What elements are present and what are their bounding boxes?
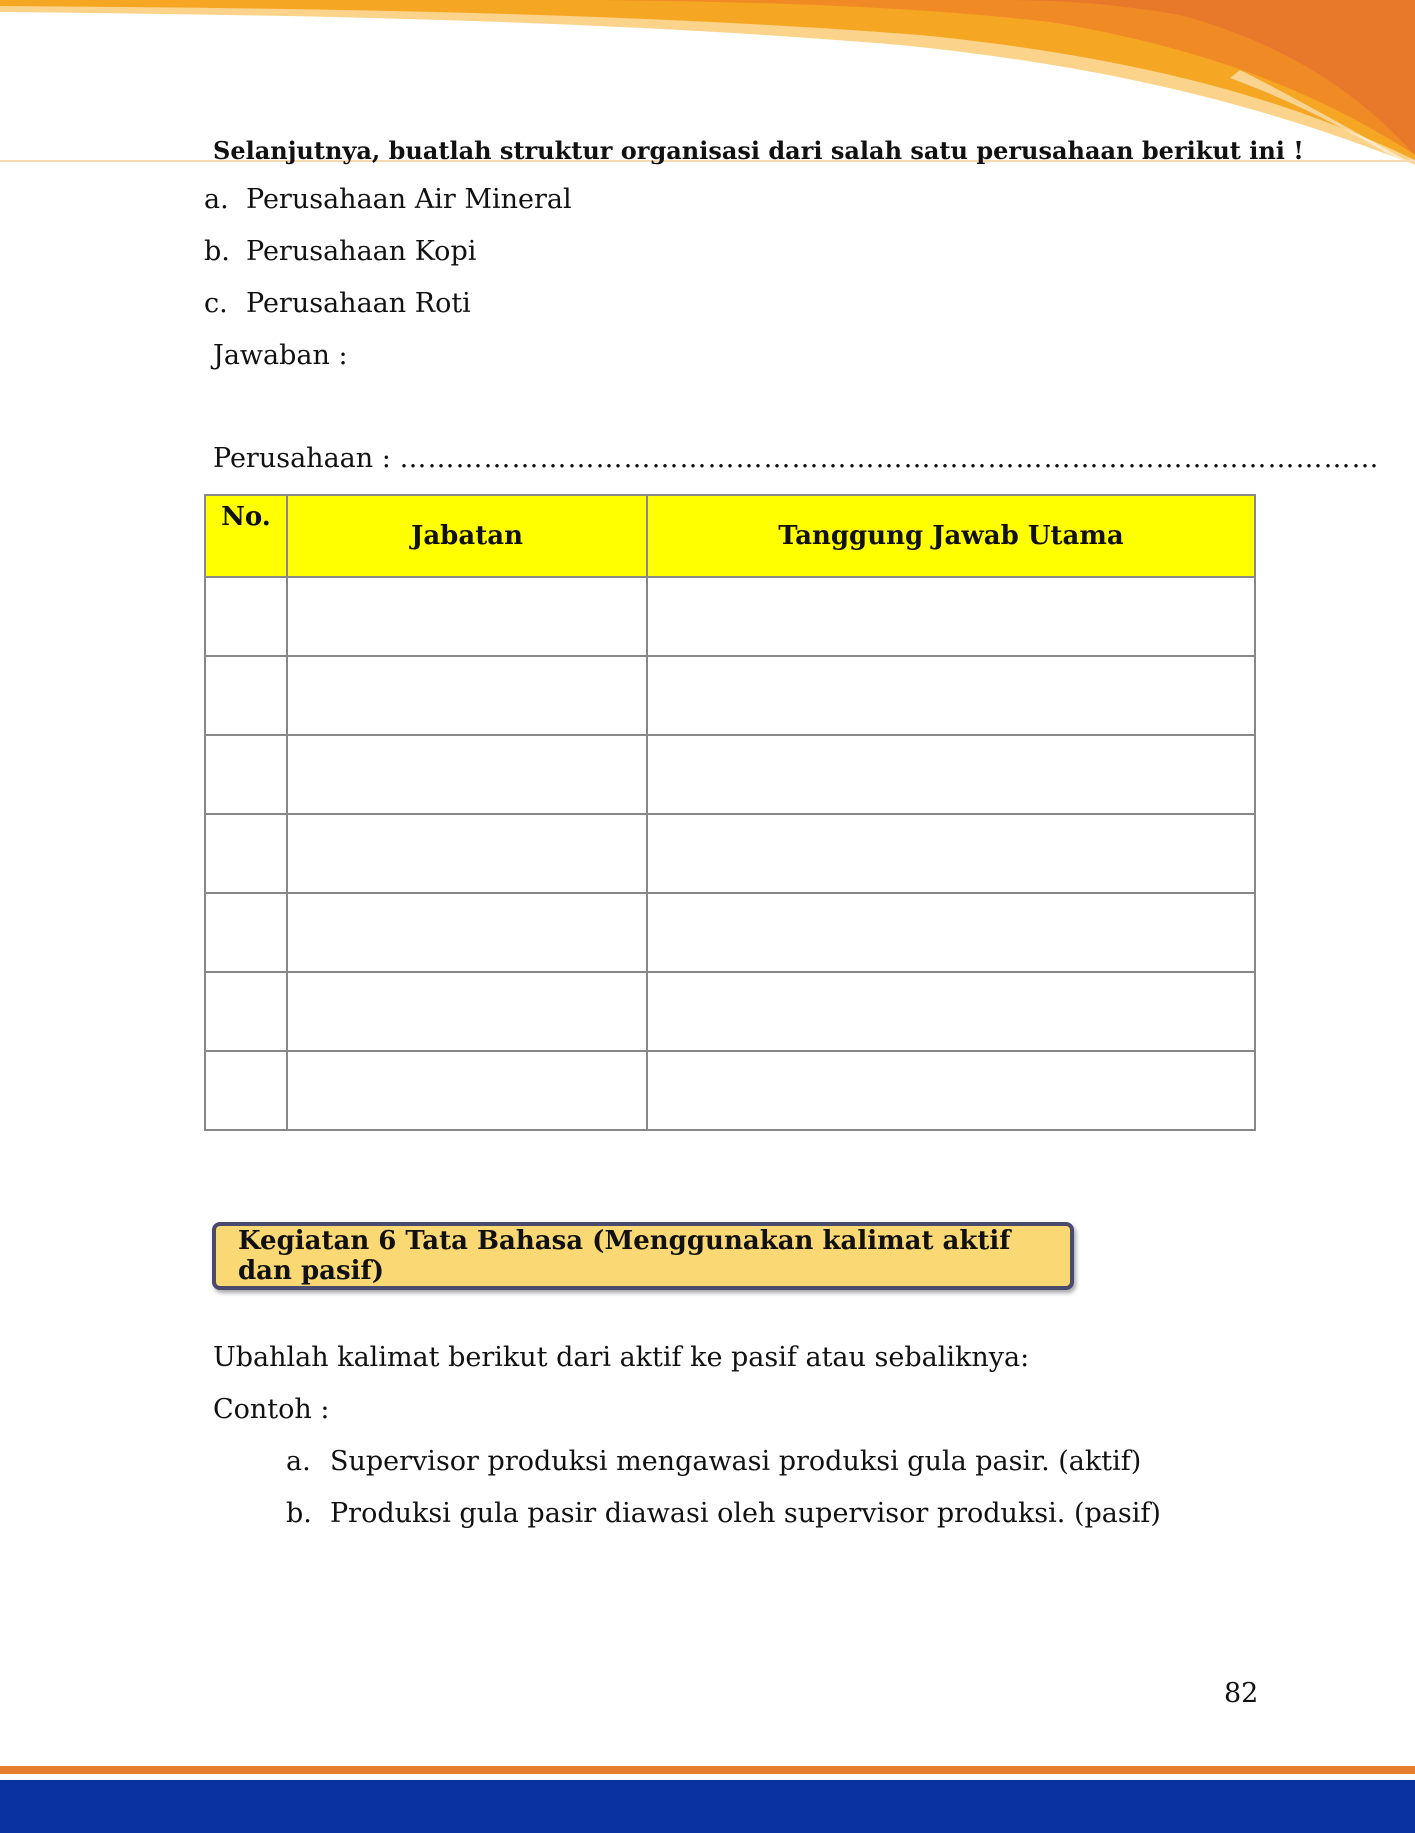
example-item-a [286, 1446, 1141, 1477]
cell-jabatan[interactable] [287, 656, 647, 735]
example-text: Supervisor produksi mengawasi produksi gula pasir. (aktif) [330, 1446, 1142, 1477]
table-row [205, 972, 1255, 1051]
cell-tanggung-jawab[interactable] [647, 656, 1255, 735]
option-label: a. [204, 184, 229, 215]
perusahaan-label: Perusahaan : [213, 443, 391, 474]
option-text: Perusahaan Roti [246, 288, 471, 319]
table-row [205, 735, 1255, 814]
cell-tanggung-jawab[interactable] [647, 814, 1255, 893]
table-row [205, 577, 1255, 656]
page-number: 82 [1224, 1678, 1259, 1709]
table-header-row [205, 495, 1255, 577]
header-tanggung-jawab: Tanggung Jawab Utama [647, 495, 1255, 577]
cell-tanggung-jawab[interactable] [647, 577, 1255, 656]
example-label: b. [286, 1498, 312, 1529]
footer-orange-band [0, 1766, 1415, 1774]
cell-tanggung-jawab[interactable] [647, 972, 1255, 1051]
table-row [205, 893, 1255, 972]
kegiatan-title-box [212, 1222, 1074, 1290]
cell-tanggung-jawab[interactable] [647, 1051, 1255, 1130]
option-item-a [204, 184, 572, 215]
cell-no[interactable] [205, 1051, 287, 1130]
example-label: a. [286, 1446, 311, 1477]
organization-structure-table [204, 494, 1256, 1131]
cell-no[interactable] [205, 656, 287, 735]
contoh-label: Contoh : [213, 1394, 330, 1425]
cell-jabatan[interactable] [287, 814, 647, 893]
cell-no[interactable] [205, 577, 287, 656]
table-row [205, 814, 1255, 893]
option-text: Perusahaan Air Mineral [246, 184, 572, 215]
header-no: No. [205, 495, 287, 577]
header-jabatan: Jabatan [287, 495, 647, 577]
kegiatan-title: Kegiatan 6 Tata Bahasa (Menggunakan kalimat aktif dan pasif) [238, 1226, 1011, 1286]
cell-jabatan[interactable] [287, 735, 647, 814]
table-row [205, 1051, 1255, 1130]
option-label: c. [204, 288, 228, 319]
option-item-b [204, 236, 476, 267]
cell-no[interactable] [205, 735, 287, 814]
cell-jabatan[interactable] [287, 1051, 647, 1130]
table-row [205, 656, 1255, 735]
option-item-c [204, 288, 471, 319]
example-item-b [286, 1498, 1161, 1529]
intro-instruction: Selanjutnya, buatlah struktur organisasi dari salah satu perusahaan berikut ini ! [213, 136, 1304, 165]
perusahaan-fill-dots: …………………………………………………………………………………………… [399, 443, 1380, 474]
cell-tanggung-jawab[interactable] [647, 893, 1255, 972]
cell-jabatan[interactable] [287, 972, 647, 1051]
jawaban-label: Jawaban : [213, 340, 348, 371]
example-text: Produksi gula pasir diawasi oleh supervisor produksi. (pasif) [330, 1498, 1161, 1529]
instruction-text: Ubahlah kalimat berikut dari aktif ke pasif atau sebaliknya: [213, 1342, 1030, 1373]
option-text: Perusahaan Kopi [246, 236, 477, 267]
cell-no[interactable] [205, 972, 287, 1051]
cell-no[interactable] [205, 814, 287, 893]
option-label: b. [204, 236, 230, 267]
cell-jabatan[interactable] [287, 577, 647, 656]
cell-no[interactable] [205, 893, 287, 972]
perusahaan-line [213, 443, 1380, 474]
footer-blue-band [0, 1780, 1415, 1833]
cell-jabatan[interactable] [287, 893, 647, 972]
cell-tanggung-jawab[interactable] [647, 735, 1255, 814]
